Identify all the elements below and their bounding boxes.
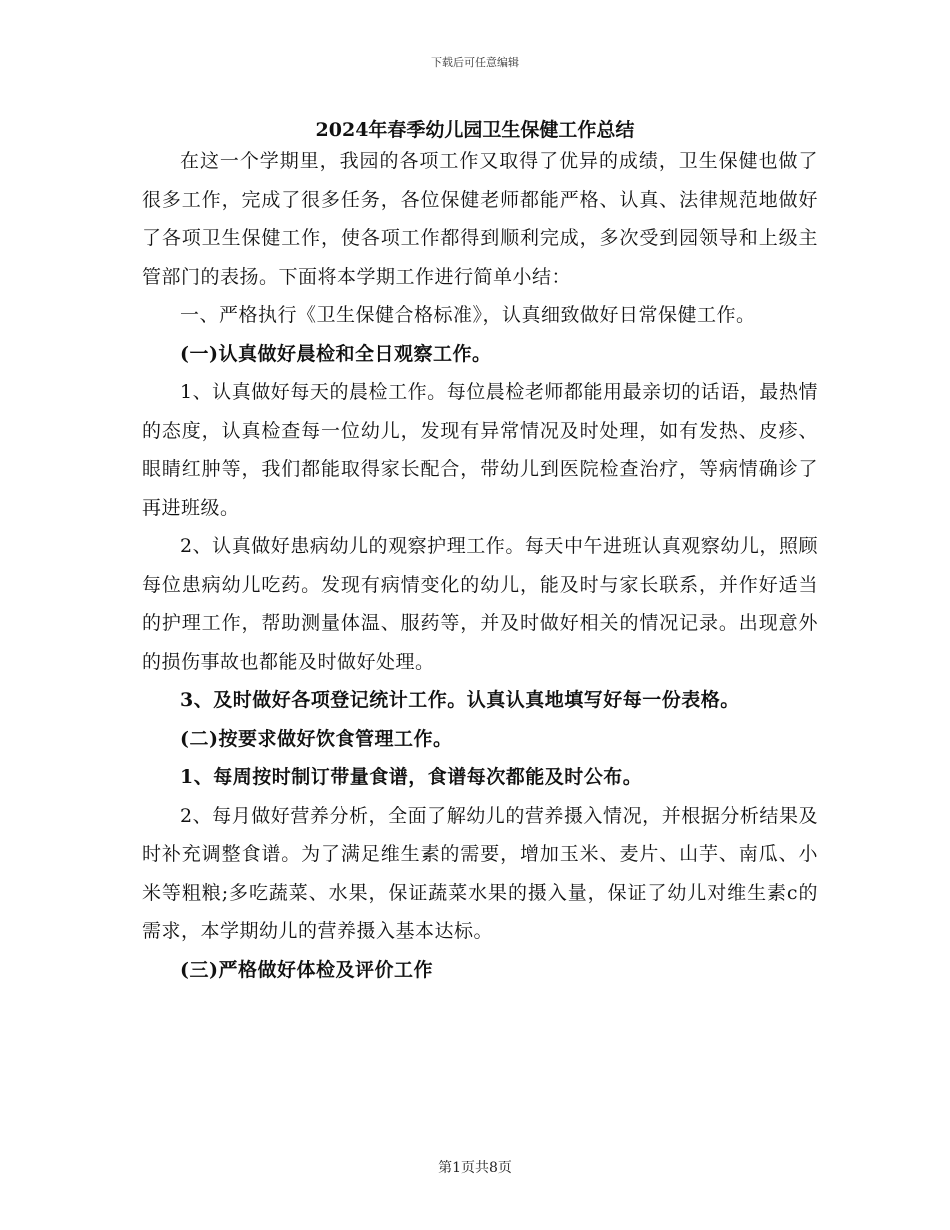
item-paragraph-1-1: 1、认真做好每天的晨检工作。每位晨检老师都能用最亲切的话语，最热情的态度，认真检查每一位幼儿，发现有异常情况及时处理，如有发热、皮疹、眼睛红肿等，我们都能取得家长配合，带幼儿到医院检查治疗，等病情确诊了再进班级。 (142, 381, 818, 519)
page-number: 第1页共8页 (438, 1160, 512, 1176)
subsection-heading-1: (一)认真做好晨检和全日观察工作。 (180, 342, 492, 365)
item-paragraph-1-2: 2、认真做好患病幼儿的观察护理工作。每天中午进班认真观察幼儿，照顾每位患病幼儿吃药。发现有病情变化的幼儿，能及时与家长联系，并作好适当的护理工作，帮助测量体温、服药等，并及时做好相关的情况记录。出现意外的损伤事故也都能及时做好处理。 (142, 535, 818, 673)
item-paragraph-2-1: 1、每周按时制订带量食谱，食谱每次都能及时公布。 (180, 766, 643, 788)
document-title: 2024年春季幼儿园卫生保健工作总结 (315, 119, 635, 141)
section-heading-1: 一、严格执行《卫生保健合格标准》，认真细致做好日常保健工作。 (180, 304, 756, 326)
document-body (142, 142, 818, 989)
subsection-heading-2: (二)按要求做好饮食管理工作。 (180, 727, 453, 750)
subsection-heading-3: (三)严格做好体检及评价工作 (180, 958, 433, 981)
item-paragraph-2-2: 2、每月做好营养分析，全面了解幼儿的营养摄入情况，并根据分析结果及时补充调整食谱。为了满足维生素的需要，增加玉米、麦片、山芋、南瓜、小米等粗粮;多吃蔬菜、水果，保证蔬菜水果的摄入量，保证了幼儿对维生素c的需求，本学期幼儿的营养摄入基本达标。 (142, 804, 818, 942)
item-paragraph-1-3: 3、及时做好各项登记统计工作。认真认真地填写好每一份表格。 (180, 689, 740, 711)
page-header-note: 下载后可任意编辑 (431, 56, 519, 69)
intro-paragraph: 在这一个学期里，我园的各项工作又取得了优异的成绩，卫生保健也做了很多工作，完成了很多任务，各位保健老师都能严格、认真、法律规范地做好了各项卫生保健工作，使各项工作都得到顺利完成，多次受到园领导和上级主管部门的表扬。下面将本学期工作进行简单小结： (142, 150, 818, 288)
